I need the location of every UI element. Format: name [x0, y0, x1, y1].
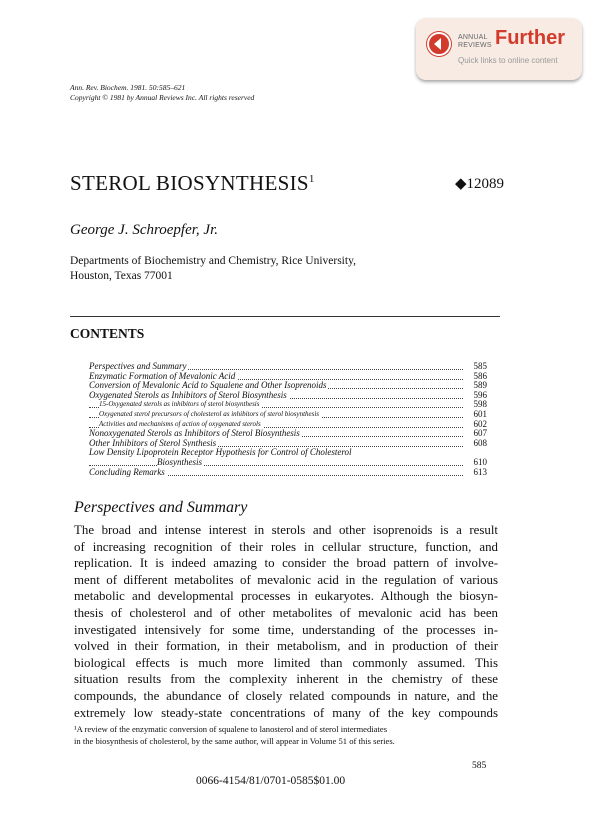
body-line: The broad and intense interest in sterols and other isoprenoids is a result: [74, 523, 498, 537]
affiliation: [70, 254, 356, 284]
toc-entry-title: Enzymatic Formation of Mevalonic Acid: [89, 370, 236, 381]
toc-entry-title: Oxygenated Sterols as Inhibitors of Sterol Biosynthesis: [89, 389, 287, 400]
footnote-line: in the biosynthesis of cholesterol, by the same author, will appear in Volume 51 of this series.: [74, 736, 395, 747]
toc-entry: [89, 400, 487, 410]
banner-brand-line1: ANNUAL: [458, 34, 488, 41]
toc-entry-page: 596: [473, 389, 487, 400]
body-line: metabolic and developmental processes in eukaryotes. Although the biosyn-: [74, 589, 498, 604]
banner-brand-line2: REVIEWS: [458, 42, 492, 49]
body-line: biological effects is much more limited than commonly assumed. This: [74, 655, 498, 670]
author-name: George J. Schroepfer, Jr.: [70, 222, 219, 238]
body-line: situation results from the complexity inherent in the chemistry of these: [74, 672, 498, 687]
toc-entry-page: 586: [473, 370, 487, 381]
toc-entry-title: Perspectives and Summary: [89, 361, 187, 371]
copyright-line: Copyright © 1981 by Annual Reviews Inc. All rights reserved: [70, 93, 255, 102]
article-code: ◆12089: [455, 176, 505, 192]
toc-entry-title: Low Density Lipoprotein Receptor Hypothesis for Control of Cholesterol: [89, 447, 352, 458]
body-line: thesis of cholesterol and of other metabolites of mevalonic acid has been: [74, 605, 498, 620]
journal-citation: [70, 83, 254, 103]
toc-entry-page: 602: [473, 418, 487, 429]
toc-entry-title: Biosynthesis: [157, 456, 202, 467]
body-line: volved in their formation, in their metabolism, and in production of their: [74, 639, 498, 654]
affiliation-line1: Departments of Biochemistry and Chemistry, Rice University,: [70, 255, 356, 267]
page-number: 585: [472, 761, 487, 771]
toc-entry: [89, 410, 487, 420]
divider: [70, 316, 500, 317]
toc-entry-page: 610: [473, 456, 487, 467]
toc-leader-dots: [89, 465, 463, 466]
toc-entry-title: Conversion of Mevalonic Acid to Squalene and Other Isoprenoids: [89, 380, 327, 391]
toc-entry-title: 15-Oxygenated sterols as inhibitors of sterol biosynthesis: [99, 400, 260, 409]
section-heading: Perspectives and Summary: [74, 499, 248, 516]
toc-entry-page: 613: [473, 466, 487, 477]
body-line: replication. It is indeed amazing to consider the broad pattern of involve-: [74, 556, 498, 571]
toc-entry-page: 585: [473, 361, 487, 371]
banner-subtitle[interactable]: Quick links to online content: [458, 56, 558, 65]
annual-reviews-logo-icon: [426, 31, 452, 57]
toc-entry-page: 607: [473, 428, 487, 439]
toc-entry-title: Activities and mechanisms of action of oxygenated sterols: [99, 419, 261, 428]
banner-further-label[interactable]: Further: [495, 27, 565, 49]
body-line: of increasing recognition of their roles in cellular structure, function, and: [74, 539, 498, 554]
body-line: compounds, the abundance of closely related compounds in nature, and the: [74, 688, 498, 703]
toc-entry: [89, 468, 487, 478]
body-line: extremely low steady-state concentrations of many of the key compounds: [74, 705, 498, 720]
further-banner[interactable]: [416, 18, 582, 80]
toc-entry: [89, 391, 487, 401]
table-of-contents: [89, 362, 487, 477]
toc-entry-title: Nonoxygenated Sterols as Inhibitors of Sterol Biosynthesis: [89, 428, 300, 439]
toc-entry-title: Oxygenated sterol precursors of cholesterol as inhibitors of sterol biosynthesis: [99, 409, 320, 418]
footnote: [74, 723, 498, 748]
toc-entry-page: 598: [473, 399, 487, 410]
issn-code: 0066-4154/81/0701-0585$01.00: [196, 775, 346, 787]
article-title: [70, 171, 315, 196]
toc-entry-page: 608: [473, 437, 487, 448]
journal-line: Ann. Rev. Biochem. 1981. 50:585–621: [70, 83, 186, 92]
contents-heading: CONTENTS: [70, 326, 145, 341]
toc-entry-page: 589: [473, 380, 487, 391]
toc-entry-title: Concluding Remarks: [89, 466, 165, 477]
body-line: investigated intensively for some time, understanding of the processes in-: [74, 622, 498, 637]
toc-entry-title: Other Inhibitors of Sterol Synthesis: [89, 437, 217, 448]
affiliation-line2: Houston, Texas 77001: [70, 270, 173, 282]
title-text: STEROL BIOSYNTHESIS: [70, 171, 309, 195]
toc-entry-page: 601: [473, 408, 487, 419]
footnote-line: ¹A review of the enzymatic conversion of squalene to lanosterol and of sterol intermediates: [74, 724, 388, 734]
body-line: ment of different metabolites of mevalonic acid in the regulation of various: [74, 572, 498, 587]
toc-entry: [89, 448, 487, 458]
banner-brand-text: [458, 34, 492, 50]
title-footnote-mark: 1: [308, 173, 315, 185]
body-paragraph: [74, 522, 498, 721]
